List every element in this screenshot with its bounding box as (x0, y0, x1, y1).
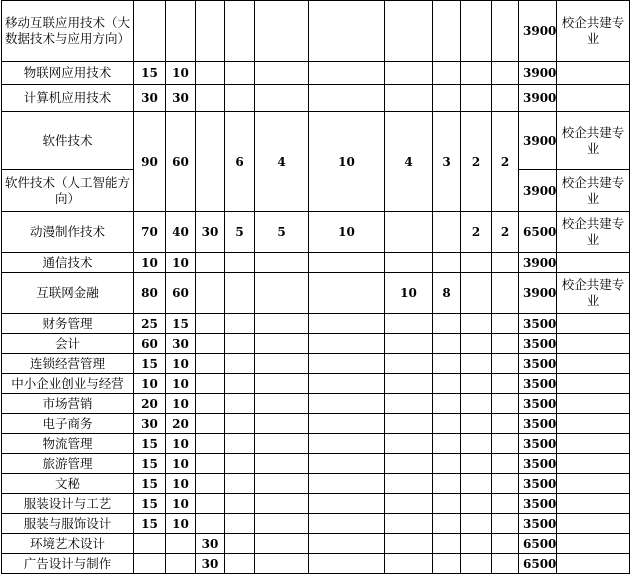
cell-c8 (433, 1, 461, 62)
cell-c5 (255, 354, 309, 374)
cell-c3: 30 (196, 534, 225, 554)
cell-c6 (309, 474, 385, 494)
remark (557, 253, 630, 273)
cell-c5 (255, 85, 309, 112)
cell-c8 (433, 514, 461, 534)
tuition-fee: 3900 (519, 85, 557, 112)
table-row (2, 434, 630, 454)
cell-c9 (461, 394, 492, 414)
cell-c8 (433, 314, 461, 334)
cell-c10 (492, 334, 519, 354)
remark (557, 62, 630, 85)
cell-c6: 10 (309, 212, 385, 253)
cell-c1: 15 (134, 434, 166, 454)
cell-c2 (166, 554, 196, 574)
cell-c1 (134, 534, 166, 554)
cell-c9 (461, 85, 492, 112)
cell-c10 (492, 394, 519, 414)
cell-c10 (492, 273, 519, 314)
cell-c7 (385, 314, 433, 334)
tuition-fee: 3900 (519, 62, 557, 85)
cell-c4 (225, 454, 255, 474)
cell-c4 (225, 534, 255, 554)
cell-c1: 30 (134, 414, 166, 434)
table-row (2, 85, 630, 112)
cell-c5 (255, 454, 309, 474)
cell-c3 (196, 62, 225, 85)
cell-c5 (255, 273, 309, 314)
cell-c9: 2 (461, 112, 492, 212)
tuition-fee: 3500 (519, 334, 557, 354)
cell-c7 (385, 1, 433, 62)
cell-c2: 60 (166, 273, 196, 314)
table-row (2, 474, 630, 494)
major-name: 通信技术 (2, 253, 134, 273)
cell-c1: 10 (134, 253, 166, 273)
cell-c6 (309, 314, 385, 334)
cell-c3 (196, 1, 225, 62)
cell-c3 (196, 273, 225, 314)
tuition-fee: 3500 (519, 494, 557, 514)
cell-c9: 2 (461, 212, 492, 253)
cell-c2: 20 (166, 414, 196, 434)
cell-c2: 10 (166, 394, 196, 414)
major-name: 会计 (2, 334, 134, 354)
cell-c8 (433, 334, 461, 354)
table-row (2, 273, 630, 314)
major-name: 财务管理 (2, 314, 134, 334)
cell-c2: 10 (166, 62, 196, 85)
cell-c3 (196, 414, 225, 434)
cell-c4 (225, 474, 255, 494)
cell-c10 (492, 414, 519, 434)
remark (557, 434, 630, 454)
cell-c5 (255, 474, 309, 494)
remark (557, 494, 630, 514)
cell-c7 (385, 374, 433, 394)
cell-c3 (196, 454, 225, 474)
cell-c4 (225, 434, 255, 454)
remark (557, 534, 630, 554)
major-name: 电子商务 (2, 414, 134, 434)
cell-c7 (385, 474, 433, 494)
remark (557, 554, 630, 574)
remark (557, 474, 630, 494)
cell-c3 (196, 494, 225, 514)
cell-c3: 30 (196, 554, 225, 574)
cell-c7 (385, 212, 433, 253)
cell-c6 (309, 354, 385, 374)
cell-c2: 40 (166, 212, 196, 253)
cell-c7 (385, 85, 433, 112)
cell-c7 (385, 534, 433, 554)
cell-c3 (196, 474, 225, 494)
cell-c8: 3 (433, 112, 461, 212)
cell-c7 (385, 434, 433, 454)
cell-c10 (492, 434, 519, 454)
cell-c2: 10 (166, 514, 196, 534)
cell-c8 (433, 354, 461, 374)
cell-c8 (433, 394, 461, 414)
cell-c4 (225, 85, 255, 112)
cell-c7: 4 (385, 112, 433, 212)
major-name: 互联网金融 (2, 273, 134, 314)
cell-c10 (492, 554, 519, 574)
cell-c9 (461, 374, 492, 394)
cell-c4 (225, 394, 255, 414)
tuition-fee: 3500 (519, 354, 557, 374)
cell-c4 (225, 374, 255, 394)
cell-c5 (255, 514, 309, 534)
cell-c10 (492, 514, 519, 534)
cell-c8 (433, 454, 461, 474)
cell-c1: 10 (134, 374, 166, 394)
cell-c4 (225, 514, 255, 534)
cell-c3 (196, 394, 225, 414)
cell-c8 (433, 554, 461, 574)
cell-c3 (196, 374, 225, 394)
cell-c1: 15 (134, 494, 166, 514)
cell-c9 (461, 1, 492, 62)
cell-c5 (255, 494, 309, 514)
cell-c8 (433, 414, 461, 434)
cell-c5 (255, 1, 309, 62)
remark (557, 85, 630, 112)
cell-c4 (225, 334, 255, 354)
cell-c7 (385, 394, 433, 414)
table-row (2, 62, 630, 85)
major-name: 移动互联应用技术（大数据技术与应用方向） (2, 1, 134, 62)
cell-c1: 15 (134, 62, 166, 85)
cell-c2: 10 (166, 354, 196, 374)
remark: 校企共建专业 (557, 170, 630, 212)
cell-c9 (461, 514, 492, 534)
cell-c2: 60 (166, 112, 196, 212)
cell-c9 (461, 253, 492, 273)
major-name: 物流管理 (2, 434, 134, 454)
cell-c2 (166, 534, 196, 554)
table-row (2, 354, 630, 374)
cell-c7 (385, 494, 433, 514)
cell-c9 (461, 474, 492, 494)
tuition-fee: 3500 (519, 394, 557, 414)
remark: 校企共建专业 (557, 112, 630, 170)
cell-c9 (461, 273, 492, 314)
cell-c8 (433, 85, 461, 112)
cell-c5 (255, 334, 309, 354)
cell-c4 (225, 314, 255, 334)
tuition-fee: 6500 (519, 534, 557, 554)
cell-c8 (433, 494, 461, 514)
cell-c2: 10 (166, 434, 196, 454)
cell-c1: 20 (134, 394, 166, 414)
tuition-fee: 3900 (519, 1, 557, 62)
cell-c8 (433, 62, 461, 85)
cell-c7 (385, 514, 433, 534)
cell-c4 (225, 414, 255, 434)
tuition-fee: 6500 (519, 212, 557, 253)
cell-c1: 15 (134, 354, 166, 374)
major-name: 广告设计与制作 (2, 554, 134, 574)
major-name: 连锁经营管理 (2, 354, 134, 374)
cell-c5: 4 (255, 112, 309, 212)
cell-c1: 90 (134, 112, 166, 212)
cell-c5 (255, 534, 309, 554)
cell-c6 (309, 62, 385, 85)
major-name: 文秘 (2, 474, 134, 494)
cell-c6 (309, 334, 385, 354)
tuition-fee: 3900 (519, 112, 557, 170)
cell-c6 (309, 374, 385, 394)
cell-c10 (492, 374, 519, 394)
table-row (2, 454, 630, 474)
cell-c7 (385, 414, 433, 434)
major-name: 服装设计与工艺 (2, 494, 134, 514)
cell-c3 (196, 314, 225, 334)
cell-c1: 15 (134, 454, 166, 474)
remark (557, 354, 630, 374)
cell-c2: 15 (166, 314, 196, 334)
cell-c6 (309, 454, 385, 474)
cell-c5 (255, 414, 309, 434)
cell-c4 (225, 494, 255, 514)
table-row (2, 334, 630, 354)
cell-c10 (492, 454, 519, 474)
cell-c6 (309, 273, 385, 314)
cell-c9 (461, 494, 492, 514)
cell-c3 (196, 112, 225, 212)
cell-c7 (385, 354, 433, 374)
tuition-fee: 3500 (519, 314, 557, 334)
cell-c10 (492, 253, 519, 273)
cell-c1: 60 (134, 334, 166, 354)
cell-c8 (433, 374, 461, 394)
table-row (2, 374, 630, 394)
cell-c10: 2 (492, 112, 519, 212)
cell-c2: 10 (166, 474, 196, 494)
cell-c6 (309, 514, 385, 534)
cell-c6 (309, 534, 385, 554)
cell-c6 (309, 494, 385, 514)
cell-c9 (461, 414, 492, 434)
cell-c8 (433, 474, 461, 494)
cell-c9 (461, 434, 492, 454)
remark: 校企共建专业 (557, 212, 630, 253)
cell-c4 (225, 253, 255, 273)
major-name: 旅游管理 (2, 454, 134, 474)
cell-c10 (492, 494, 519, 514)
cell-c10 (492, 354, 519, 374)
cell-c3 (196, 514, 225, 534)
cell-c8 (433, 212, 461, 253)
cell-c8 (433, 434, 461, 454)
cell-c3 (196, 354, 225, 374)
cell-c7 (385, 454, 433, 474)
cell-c1: 15 (134, 514, 166, 534)
cell-c10 (492, 534, 519, 554)
tuition-fee: 6500 (519, 554, 557, 574)
cell-c2: 10 (166, 253, 196, 273)
cell-c10 (492, 1, 519, 62)
cell-c1 (134, 1, 166, 62)
remark (557, 334, 630, 354)
major-name: 中小企业创业与经营 (2, 374, 134, 394)
table-row (2, 253, 630, 273)
table-row (2, 414, 630, 434)
table-row (2, 314, 630, 334)
cell-c8 (433, 253, 461, 273)
tuition-fee: 3500 (519, 514, 557, 534)
remark: 校企共建专业 (557, 273, 630, 314)
tuition-fee: 3500 (519, 414, 557, 434)
remark (557, 314, 630, 334)
enrollment-table (1, 0, 630, 574)
cell-c4: 5 (225, 212, 255, 253)
cell-c9 (461, 534, 492, 554)
major-name: 软件技术（人工智能方向） (2, 170, 134, 212)
cell-c1 (134, 554, 166, 574)
cell-c10 (492, 314, 519, 334)
tuition-fee: 3900 (519, 170, 557, 212)
cell-c4 (225, 273, 255, 314)
tuition-fee: 3500 (519, 474, 557, 494)
cell-c1: 30 (134, 85, 166, 112)
cell-c5 (255, 394, 309, 414)
cell-c2: 30 (166, 334, 196, 354)
cell-c1: 70 (134, 212, 166, 253)
cell-c5 (255, 374, 309, 394)
cell-c9 (461, 334, 492, 354)
major-name: 计算机应用技术 (2, 85, 134, 112)
cell-c8: 8 (433, 273, 461, 314)
major-name: 服装与服饰设计 (2, 514, 134, 534)
cell-c6 (309, 253, 385, 273)
major-name: 动漫制作技术 (2, 212, 134, 253)
table-row (2, 212, 630, 253)
cell-c5: 5 (255, 212, 309, 253)
cell-c3 (196, 334, 225, 354)
cell-c7 (385, 554, 433, 574)
cell-c3: 30 (196, 212, 225, 253)
cell-c6: 10 (309, 112, 385, 212)
cell-c10 (492, 474, 519, 494)
tuition-fee: 3500 (519, 454, 557, 474)
major-name: 市场营销 (2, 394, 134, 414)
major-name: 物联网应用技术 (2, 62, 134, 85)
cell-c5 (255, 554, 309, 574)
cell-c6 (309, 1, 385, 62)
cell-c7 (385, 253, 433, 273)
cell-c6 (309, 434, 385, 454)
cell-c4 (225, 62, 255, 85)
cell-c2: 10 (166, 494, 196, 514)
cell-c1: 25 (134, 314, 166, 334)
cell-c9 (461, 314, 492, 334)
remark (557, 394, 630, 414)
cell-c2: 10 (166, 454, 196, 474)
cell-c6 (309, 554, 385, 574)
remark (557, 414, 630, 434)
cell-c9 (461, 62, 492, 85)
major-name: 软件技术 (2, 112, 134, 170)
cell-c10 (492, 62, 519, 85)
table-row (2, 514, 630, 534)
remark (557, 374, 630, 394)
cell-c4 (225, 354, 255, 374)
cell-c9 (461, 454, 492, 474)
cell-c1: 80 (134, 273, 166, 314)
cell-c5 (255, 62, 309, 85)
table-row (2, 1, 630, 62)
cell-c5 (255, 434, 309, 454)
cell-c3 (196, 253, 225, 273)
cell-c4 (225, 1, 255, 62)
remark (557, 454, 630, 474)
cell-c3 (196, 434, 225, 454)
cell-c7 (385, 334, 433, 354)
cell-c7 (385, 62, 433, 85)
cell-c2: 30 (166, 85, 196, 112)
cell-c5 (255, 314, 309, 334)
tuition-fee: 3900 (519, 273, 557, 314)
cell-c9 (461, 354, 492, 374)
major-name: 环境艺术设计 (2, 534, 134, 554)
cell-c2 (166, 1, 196, 62)
table-row (2, 112, 630, 170)
cell-c9 (461, 554, 492, 574)
table-row (2, 394, 630, 414)
remark (557, 514, 630, 534)
cell-c4: 6 (225, 112, 255, 212)
cell-c6 (309, 394, 385, 414)
table-row (2, 494, 630, 514)
cell-c4 (225, 554, 255, 574)
cell-c1: 15 (134, 474, 166, 494)
cell-c7: 10 (385, 273, 433, 314)
tuition-fee: 3500 (519, 374, 557, 394)
cell-c2: 10 (166, 374, 196, 394)
remark: 校企共建专业 (557, 1, 630, 62)
tuition-fee: 3500 (519, 434, 557, 454)
cell-c8 (433, 534, 461, 554)
cell-c10: 2 (492, 212, 519, 253)
cell-c6 (309, 85, 385, 112)
cell-c5 (255, 253, 309, 273)
table-row (2, 534, 630, 554)
table-row (2, 554, 630, 574)
cell-c3 (196, 85, 225, 112)
cell-c10 (492, 85, 519, 112)
cell-c6 (309, 414, 385, 434)
tuition-fee: 3900 (519, 253, 557, 273)
